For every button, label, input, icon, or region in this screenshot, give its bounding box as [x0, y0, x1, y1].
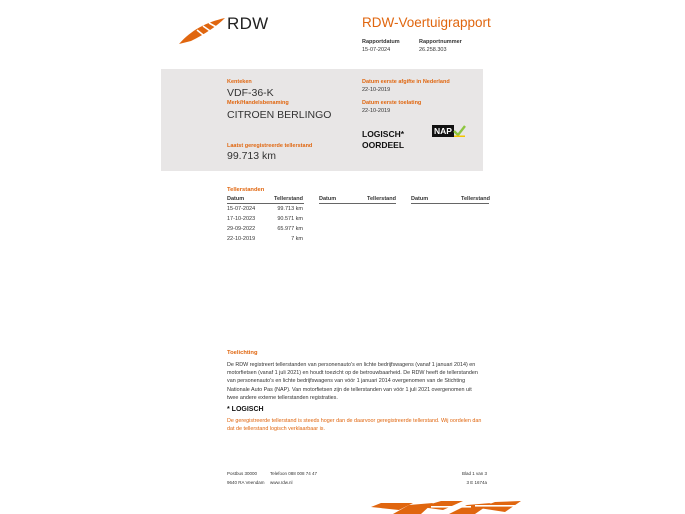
merk-label: Merk/Handelsbenaming [227, 100, 289, 106]
decorative-stripes-icon [371, 497, 523, 514]
afgifte-label: Datum eerste afgifte in Nederland [362, 79, 450, 85]
toelating-value: 22-10-2019 [362, 108, 391, 114]
divider [319, 203, 396, 204]
report-title: RDW-Voertuigrapport [362, 15, 491, 30]
footer-page: Blad 1 van 3 [461, 471, 487, 476]
col-tellerstand-3: Tellerstand [461, 196, 490, 202]
nap-logo-icon [432, 125, 466, 137]
toelichting-line: Nationale Auto Pas (NAP). Van motorfietsen zijn de tellerstanden van vóór 1 juli 2021 overgenomen uit [227, 386, 472, 393]
toelichting-text [227, 361, 497, 402]
footer-postbus: Postbus 30000 [227, 471, 258, 476]
kenteken-label: Kenteken [227, 79, 252, 85]
divider [411, 203, 489, 204]
logisch-text [227, 417, 497, 433]
nap-logo-text: NAP [434, 126, 452, 137]
logisch-title: * LOGISCH [227, 406, 264, 413]
rapportdatum-value: 15-07-2024 [362, 47, 391, 53]
merk-value: CITROEN BERLINGO [227, 109, 332, 121]
divider [227, 203, 304, 204]
toelichting-line: twee andere externe tellerstanden registraties. [227, 394, 338, 401]
row-tellerstand: 90.571 km [277, 216, 303, 222]
col-datum-1: Datum [227, 196, 245, 202]
tellerstanden-table [227, 196, 489, 246]
row-tellerstand: 99.713 km [277, 206, 303, 212]
row-tellerstand: 65.977 km [277, 226, 303, 232]
verdict-line2: OORDEEL [362, 140, 405, 150]
col-tellerstand-2: Tellerstand [367, 196, 396, 202]
teller-value: 99.713 km [227, 150, 277, 162]
row-datum: 17-10-2023 [227, 216, 256, 222]
col-datum-3: Datum [411, 196, 429, 202]
row-datum: 22-10-2019 [227, 236, 256, 242]
footer-city: 9640 RA Veendam [227, 480, 265, 485]
rapportnummer-value: 26.258.303 [419, 47, 447, 53]
row-datum: 29-09-2022 [227, 226, 256, 232]
toelichting-line: motorfietsen (vanaf 1 juli 2021) en houdt toezicht op de betrouwbaarheid. De RDW heeft de tellerstanden [227, 370, 478, 377]
row-datum: 15-07-2024 [227, 206, 256, 212]
toelating-label: Datum eerste toelating [362, 100, 422, 106]
toelichting-line: van personenauto's en lichte bedrijfswagens van vóór 1 januari 2014 overgenomen van de Stichting [227, 378, 466, 385]
afgifte-value: 22-10-2019 [362, 87, 391, 93]
toelichting-title: Toelichting [227, 350, 258, 356]
rapportnummer-label: Rapportnummer [419, 39, 462, 45]
col-tellerstand-1: Tellerstand [274, 196, 303, 202]
rdw-logo-icon [177, 16, 227, 48]
footer-code: 3 E 1674a [466, 480, 487, 485]
logisch-line: dat de tellerstand logisch verklaarbaar is. [227, 426, 325, 433]
rapportdatum-label: Rapportdatum [362, 39, 400, 45]
teller-label: Laatst geregistreerde tellerstand [227, 143, 313, 149]
footer-web[interactable]: www.rdw.nl [270, 480, 293, 485]
logisch-line: De geregistreerde tellerstand is steeds hoger dan de daarvoor geregistreerde tellerstand. Wij oordelen dan [227, 418, 482, 424]
brand-name: RDW [227, 14, 269, 33]
row-tellerstand: 7 km [291, 236, 303, 242]
toelichting-line: De RDW registreert tellerstanden van personenauto's en lichte bedrijfswagens (vanaf 1 januari 2014) en [227, 362, 476, 368]
footer-phone: Telefoon 088 008 74 47 [270, 471, 318, 476]
col-datum-2: Datum [319, 196, 337, 202]
verdict-line1: LOGISCH* [362, 129, 405, 139]
tellerstanden-title: Tellerstanden [227, 187, 265, 193]
kenteken-value: VDF-36-K [227, 87, 274, 99]
